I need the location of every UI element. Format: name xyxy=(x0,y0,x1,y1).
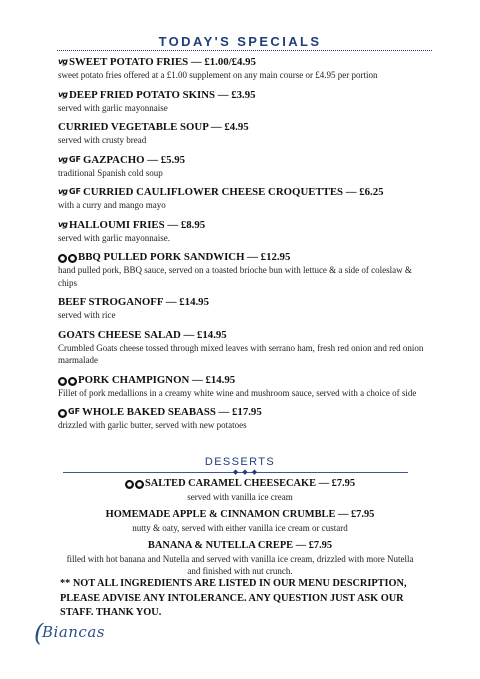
item-name xyxy=(58,405,428,419)
dietary-circle-icon: ● xyxy=(59,377,66,385)
dessert-item xyxy=(60,477,420,503)
logo-swash-icon: ( xyxy=(34,619,44,647)
item-description: with a curry and mango mayo xyxy=(58,200,166,210)
item-description: filled with hot banana and Nutella and served with vanilla ice cream, drizzled with more Nutella and finished with nut crunch. xyxy=(66,554,414,576)
page-title: TODAY'S SPECIALS xyxy=(158,34,322,49)
vegan-icon: vg xyxy=(58,154,67,164)
item-name-text: GAZPACHO — £5.95 xyxy=(82,153,186,166)
vegan-icon: vg xyxy=(58,89,67,99)
desserts-list xyxy=(60,477,420,582)
item-name xyxy=(60,539,420,553)
item-name xyxy=(58,153,428,167)
vegan-icon: vg xyxy=(58,219,67,229)
specials-list xyxy=(58,55,428,438)
item-name-text: CURRIED CAULIFLOWER CHEESE CROQUETTES — £6.25 xyxy=(82,186,384,198)
dietary-circle-icon: ● xyxy=(136,481,143,488)
desserts-title: DESSERTS xyxy=(204,456,276,468)
special-item xyxy=(58,153,428,180)
special-item xyxy=(58,328,428,367)
gluten-free-icon: GF xyxy=(68,187,81,196)
logo-text: Biancas xyxy=(42,623,105,641)
dietary-circle-icon: ● xyxy=(126,481,133,488)
item-description: served with garlic mayonnaise xyxy=(58,102,168,113)
brand-logo xyxy=(34,619,105,647)
item-name xyxy=(58,295,428,309)
item-name xyxy=(58,218,428,232)
dessert-item xyxy=(60,539,420,577)
item-name-text: HALLOUMI FRIES — £8.95 xyxy=(68,218,206,231)
item-name xyxy=(60,477,420,491)
special-item xyxy=(58,218,428,245)
item-description: Fillet of pork medallions in a creamy white wine and mushroom sauce, served with a choice of side xyxy=(58,387,417,398)
dietary-circle-icon: ● xyxy=(69,377,76,385)
item-name xyxy=(58,185,428,199)
item-name-text: GOATS CHEESE SALAD — £14.95 xyxy=(58,328,227,341)
item-description: traditional Spanish cold soup xyxy=(58,167,163,178)
item-name xyxy=(60,508,420,522)
special-item xyxy=(58,250,428,289)
dessert-item xyxy=(60,508,420,534)
dietary-circle-icon: ● xyxy=(59,255,66,262)
item-name-text: HOMEMADE APPLE & CINNAMON CRUMBLE — £7.95 xyxy=(105,509,375,520)
item-name-text: PORK CHAMPIGNON — £14.95 xyxy=(78,373,236,386)
special-item xyxy=(58,88,428,115)
item-name xyxy=(58,55,428,69)
gluten-free-icon: GF xyxy=(68,154,81,164)
item-name xyxy=(58,373,428,387)
item-description: served with vanilla ice cream xyxy=(187,492,293,502)
item-description: Crumbled Goats cheese tossed through mixed leaves with serrano ham, fresh red onion and red onion marmalade xyxy=(58,342,424,365)
gluten-free-icon: GF xyxy=(68,407,81,416)
item-name-text: BANANA & NUTELLA CREPE — £7.95 xyxy=(147,540,333,551)
item-description: served with crusty bread xyxy=(58,135,147,145)
item-description: served with garlic mayonnaise. xyxy=(58,232,170,243)
item-description: served with rice xyxy=(58,310,116,320)
dietary-circle-icon: ● xyxy=(69,255,76,262)
dietary-circle-icon: ● xyxy=(59,410,66,417)
vegan-icon: vg xyxy=(58,187,67,196)
item-name-text: SWEET POTATO FRIES — £1.00/£4.95 xyxy=(68,56,256,68)
item-description: nutty & oaty, served with either vanilla ice cream or custard xyxy=(132,523,348,533)
item-description: sweet potato fries offered at a £1.00 supplement on any main course or £4.95 per portion xyxy=(58,70,378,80)
special-item xyxy=(58,373,428,400)
item-name-text: SALTED CARAMEL CHEESECAKE — £7.95 xyxy=(144,478,356,489)
item-description: drizzled with garlic butter, served with new potatoes xyxy=(58,420,247,430)
item-name-text: CURRIED VEGETABLE SOUP — £4.95 xyxy=(58,121,249,133)
special-item xyxy=(58,295,428,322)
special-item xyxy=(58,55,428,82)
special-item xyxy=(58,120,428,147)
item-name xyxy=(58,328,428,342)
special-item xyxy=(58,405,428,432)
title-divider xyxy=(57,50,432,51)
item-name-text: BBQ PULLED PORK SANDWICH — £12.95 xyxy=(78,251,291,263)
allergy-note: ** NOT ALL INGREDIENTS ARE LISTED IN OUR MENU DESCRIPTION, PLEASE ADVISE ANY INTOLERANCE. ANY QUESTION JUST ASK OUR STAFF. THANK YOU. xyxy=(60,578,407,618)
item-name xyxy=(58,250,428,264)
item-name-text: DEEP FRIED POTATO SKINS — £3.95 xyxy=(68,88,256,101)
item-name-text: BEEF STROGANOFF — £14.95 xyxy=(58,296,209,308)
item-name-text: WHOLE BAKED SEABASS — £17.95 xyxy=(82,406,262,418)
vegan-icon: vg xyxy=(58,57,67,66)
diamond-ornament-icon: ◆◆◆ xyxy=(232,468,262,476)
item-name xyxy=(58,120,428,134)
item-name xyxy=(58,88,428,102)
item-description: hand pulled pork, BBQ sauce, served on a toasted brioche bun with lettuce & a side of coleslaw & chips xyxy=(58,265,412,288)
special-item xyxy=(58,185,428,212)
